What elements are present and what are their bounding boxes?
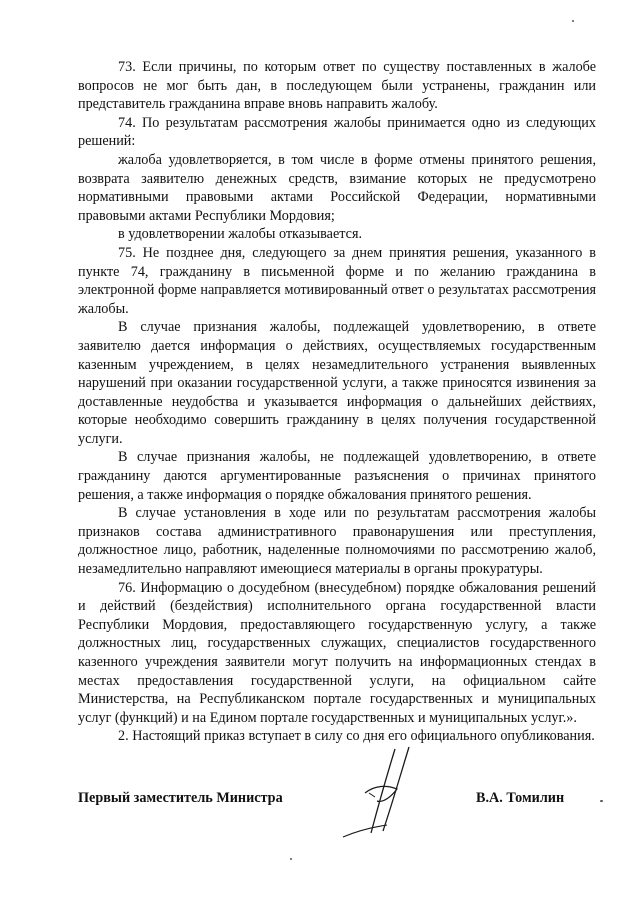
- document-body: [78, 58, 596, 746]
- paragraph-76: 76. Информацию о досудебном (внесудебном) порядке обжалования решений и действий (бездействия) исполнительного органа государственной власти Республики Мордовия, предоставляющего государственную услугу, а также должностных лиц, государственных служащих, специалистов государственного казенного учреждения заявители могут получить на информационных стендах в местах предоставления государственной услуги, на официальном сайте Министерства, на Республиканском портале государственных и муниципальных услуг (функций) и на Едином портале государственных и муниципальных услуг.».: [78, 579, 596, 726]
- paragraph-73: 73. Если причины, по которым ответ по существу поставленных в жалобе вопросов не мог быть дан, в последующем были устранены, гражданин или представитель гражданина вправе вновь направить жалобу.: [78, 59, 596, 113]
- decision-satisfied: жалоба удовлетворяется, в том числе в форме отмены принятого решения, возврата заявителю денежных средств, взимание которых не предусмотрено нормативными правовыми актами Российской Федерации, нормативными правовыми актами Республики Мордовия;: [78, 151, 596, 224]
- paragraph-75: 75. Не позднее дня, следующего за днем принятия решения, указанного в пункте 74, гражданину в письменной форме и по желанию гражданина в электронной форме направляется мотивированный ответ о результатах рассмотрения жалобы.: [78, 244, 596, 317]
- signatory-position: Первый заместитель Министра: [78, 790, 283, 806]
- handwritten-signature: [335, 745, 425, 845]
- signatory-name: В.А. Томилин: [476, 790, 565, 806]
- paragraph-complaint-satisfied: В случае признания жалобы, подлежащей удовлетворению, в ответе заявителю дается информация о действиях, осуществляемых государственным казенным учреждением, в целях незамедлительного устранения выявленных нарушений при оказании государственной услуги, а также приносятся извинения за доставленные неудобства и указывается информация о дальнейших действиях, которые необходимо совершить гражданину в целях получения государственной услуги.: [78, 319, 596, 447]
- decision-refused: в удовлетворении жалобы отказывается.: [118, 226, 363, 243]
- scan-speck: [290, 858, 292, 860]
- paragraph-complaint-refused: В случае признания жалобы, не подлежащей удовлетворению, в ответе гражданину даются аргументированные разъяснения о причинах принятого решения, а также информация о порядке обжалования принятого решения.: [78, 449, 596, 503]
- scan-speck: [600, 800, 603, 802]
- paragraph-entry-into-force: 2. Настоящий приказ вступает в силу со дня его официального опубликования.: [118, 728, 595, 745]
- paragraph-prosecution: В случае установления в ходе или по результатам рассмотрения жалобы признаков состава административного правонарушения или преступления, должностное лицо, работник, наделенные полномочиями по рассмотрению жалоб, незамедлительно направляют имеющиеся материалы в органы прокуратуры.: [78, 505, 596, 578]
- paragraph-74: 74. По результатам рассмотрения жалобы принимается одно из следующих решений:: [78, 114, 596, 150]
- scan-speck: [572, 20, 574, 22]
